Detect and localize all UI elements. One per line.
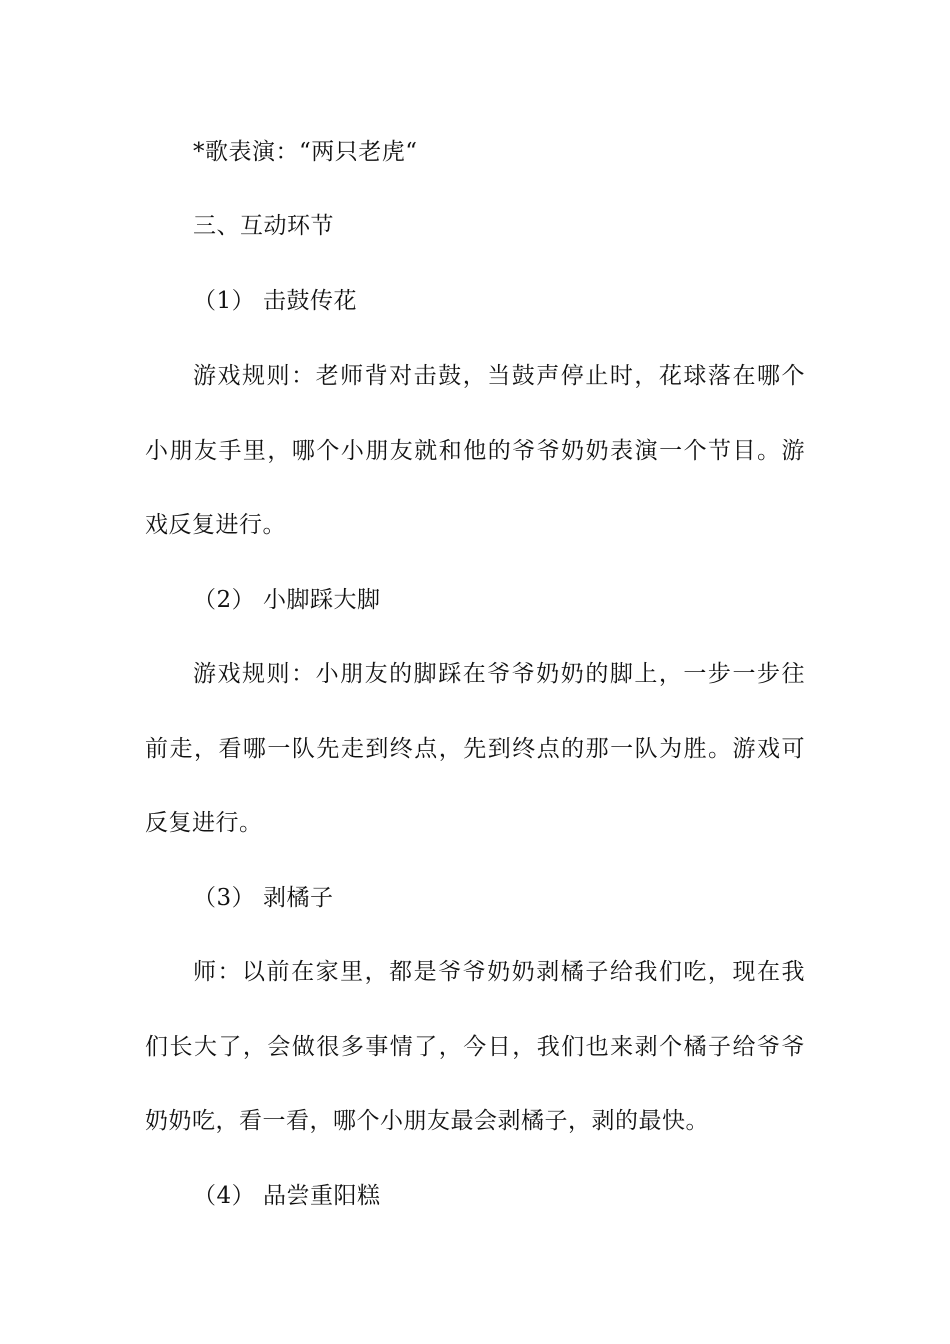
- paragraph-3-line-2: 们长大了，会做很多事情了，今日，我们也来剥个橘子给爷爷: [145, 1034, 805, 1060]
- paragraph-2-line-3: 反复进行。: [145, 810, 263, 836]
- activity-heading-4: （4） 品尝重阳糕: [193, 1183, 381, 1209]
- paragraph-1-line-2: 小朋友手里，哪个小朋友就和他的爷爷奶奶表演一个节目。游: [145, 438, 805, 464]
- song-performance-line: *歌表演：“两只老虎“: [193, 139, 418, 165]
- activity-heading-2: （2） 小脚踩大脚: [193, 587, 381, 613]
- paragraph-3-line-1: 师：以前在家里，都是爷爷奶奶剥橘子给我们吃，现在我: [193, 959, 805, 985]
- paragraph-2-line-1: 游戏规则：小朋友的脚踩在爷爷奶奶的脚上，一步一步往: [193, 661, 805, 687]
- paragraph-1-line-1: 游戏规则：老师背对击鼓，当鼓声停止时，花球落在哪个: [193, 363, 805, 389]
- section-heading: 三、互动环节: [193, 213, 334, 239]
- paragraph-1-line-3: 戏反复进行。: [145, 512, 286, 538]
- paragraph-3-line-3: 奶奶吃，看一看，哪个小朋友最会剥橘子，剥的最快。: [145, 1108, 709, 1134]
- activity-heading-3: （3） 剥橘子: [193, 885, 334, 911]
- activity-heading-1: （1） 击鼓传花: [193, 288, 357, 314]
- paragraph-2-line-2: 前走，看哪一队先走到终点，先到终点的那一队为胜。游戏可: [145, 736, 805, 762]
